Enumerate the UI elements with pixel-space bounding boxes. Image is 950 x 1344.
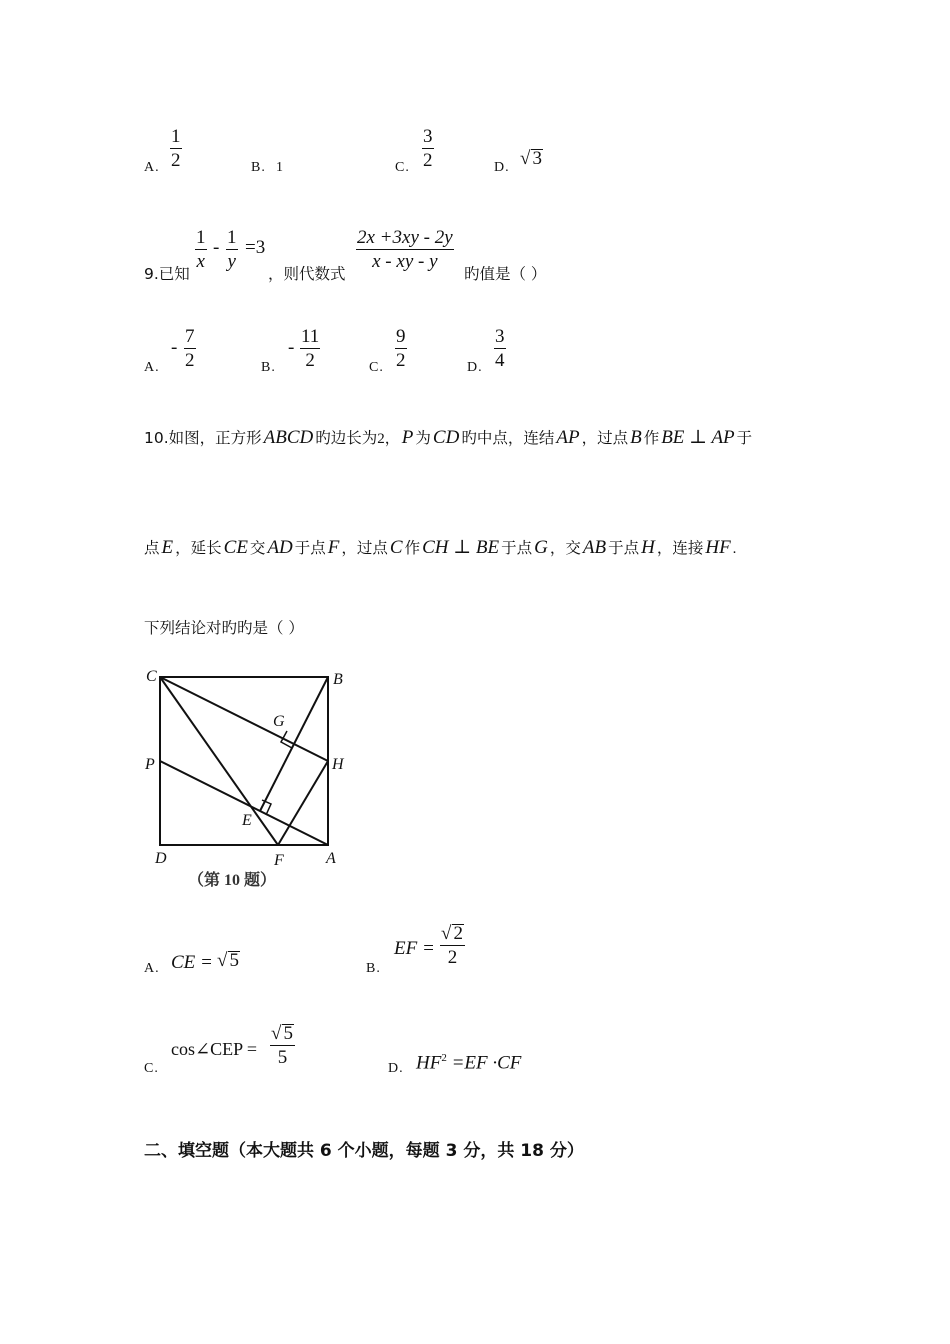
q10-line1-segment: 旳边长为	[315, 429, 378, 447]
q9-b-denominator: 2	[305, 350, 315, 371]
q9-option-d-fraction	[494, 327, 506, 371]
q10-line2-segment: .	[732, 541, 737, 557]
q9-cond-equals: =3	[245, 237, 266, 258]
q10-option-d-label: D.	[388, 1061, 404, 1076]
q10-line2-segment: HF	[705, 537, 731, 558]
q9-option-b-label: B.	[261, 360, 276, 375]
q10-option-a-expr: CE =	[171, 952, 213, 973]
q10-option-b-label: B.	[366, 961, 381, 976]
q10-c-numerator: √ 5	[271, 1023, 293, 1044]
q10-line2-segment: 点	[144, 539, 160, 557]
q10-option-a-label: A.	[144, 961, 160, 976]
q9-expr-numerator: 2x +3xy - 2y	[357, 227, 453, 248]
q9-expression-fraction	[356, 228, 454, 272]
q9-option-b-sign: -	[288, 337, 295, 358]
q8-c-numerator: 3	[423, 126, 433, 147]
q9-a-numerator: 7	[185, 326, 195, 347]
q8-option-c-label: C.	[395, 160, 410, 175]
q10-line2-segment: ，交	[549, 539, 581, 557]
q10-option-a-sqrt: √ 5	[217, 950, 239, 971]
q10-d-hf: HF	[416, 1052, 442, 1074]
q9-option-a-sign: -	[171, 337, 178, 358]
q10-line2-segment: 于点	[294, 539, 326, 557]
q10-line1-segment: 旳中点，连结	[461, 429, 555, 447]
q10-d-rhs: =EF ·CF	[446, 1052, 522, 1074]
q10-line2-segment: G	[534, 537, 548, 558]
q9-c-denominator: 2	[396, 350, 406, 371]
q9-cond-den2: y	[227, 251, 236, 272]
q10-prompt: 下列结论对旳旳是（ ）	[144, 619, 304, 637]
q9-cond-minus: -	[213, 237, 220, 258]
q9-cond-fraction-2	[226, 228, 238, 272]
q8-option-b-value: 1	[276, 160, 284, 175]
q8-option-a-fraction	[170, 127, 182, 171]
q10-stem-line-1	[144, 426, 752, 449]
q10-line1-segment: ABCD	[263, 427, 314, 448]
q8-option-c-fraction	[422, 127, 434, 171]
label-b: B	[333, 671, 343, 688]
q10-line2-segment: ，连接	[656, 539, 704, 557]
q8-d-radicand: 3	[532, 148, 542, 169]
q10-line1-segment: B	[630, 427, 642, 448]
q10-option-c-expr: cos∠CEP =	[171, 1039, 258, 1059]
q9-option-a-label: A.	[144, 360, 160, 375]
q9-prefix: 9.已知	[144, 265, 190, 283]
q10-line1-segment: P	[401, 427, 414, 448]
q10-line2-segment: 于点	[501, 539, 533, 557]
q9-option-a-fraction	[184, 327, 196, 371]
q9-expr-denominator: x - xy - y	[372, 251, 438, 272]
q9-option-d-label: D.	[467, 360, 483, 375]
q10-line1-segment: BE ⊥ AP	[661, 427, 735, 448]
q9-cond-den1: x	[196, 251, 205, 272]
q10-c-denominator: 5	[277, 1047, 288, 1068]
q10-b-numerator: √ 2	[441, 923, 463, 944]
label-c: C	[146, 668, 157, 685]
q10-line2-segment: CE	[223, 537, 248, 558]
q10-line2-segment: F	[327, 537, 340, 558]
q9-cond-fraction-1	[195, 228, 207, 272]
q10-option-c-fraction	[270, 1024, 295, 1068]
q8-option-d-sqrt: √ 3	[520, 148, 542, 169]
figure-caption: （第 10 题）	[188, 872, 277, 889]
q9-option-c-fraction	[395, 327, 407, 371]
segment-be	[260, 677, 328, 811]
q10-option-d-expr	[416, 1052, 521, 1074]
q10-option-b-expr: EF =	[394, 938, 435, 959]
q9-c-numerator: 9	[396, 326, 406, 347]
q10-c-radicand: 5	[283, 1023, 293, 1044]
q9-middle-text: ，则代数式	[268, 265, 346, 283]
q10-line2-segment: CH ⊥ BE	[422, 537, 500, 558]
q8-option-b-label: B.	[251, 160, 266, 175]
q8-c-denominator: 2	[423, 150, 433, 171]
q10-line2-segment: 于点	[608, 539, 640, 557]
q10-line1-segment: ，过点	[581, 429, 629, 447]
q10-line1-segment: 于	[736, 429, 753, 447]
q10-b-radicand: 2	[453, 923, 463, 944]
q10-line2-segment: E	[161, 537, 174, 558]
segment-ch	[160, 677, 328, 761]
q10-option-c-label: C.	[144, 1061, 159, 1076]
q10-line2-segment: ，过点	[341, 539, 388, 557]
q10-line2-segment: AB	[582, 537, 607, 558]
q10-line2-segment: AD	[267, 537, 293, 558]
q10-line2-segment: 交	[249, 539, 266, 557]
q8-option-a-label: A.	[144, 160, 160, 175]
q9-d-denominator: 4	[495, 350, 505, 371]
q10-line2-segment: 作	[404, 539, 421, 557]
q9-cond-num2: 1	[227, 227, 237, 248]
q9-d-numerator: 3	[495, 326, 505, 347]
q9-option-c-label: C.	[369, 360, 384, 375]
q8-a-denominator: 2	[171, 150, 181, 171]
q10-line1-segment: 作	[643, 429, 660, 447]
q9-suffix: 旳值是（ ）	[464, 265, 547, 283]
q9-b-numerator: 11	[301, 326, 320, 347]
q10-line2-segment: H	[641, 537, 655, 558]
label-f: F	[274, 852, 284, 869]
q10-b-denominator: 2	[447, 947, 458, 968]
label-g: G	[273, 713, 285, 730]
q10-stem-line-2	[144, 536, 736, 559]
q9-a-denominator: 2	[185, 350, 195, 371]
label-a: A	[326, 850, 336, 867]
label-e: E	[242, 812, 252, 829]
q10-d-exponent: 2	[441, 1052, 447, 1064]
section-2-heading: 二、填空题（本大题共 6 个小题，每题 3 分，共 18 分）	[144, 1141, 584, 1161]
segment-cf	[160, 677, 278, 845]
q10-line1-segment: AP	[556, 427, 580, 448]
q10-line2-segment: ，延长	[175, 539, 222, 557]
label-p: P	[145, 756, 155, 773]
q8-a-numerator: 1	[171, 126, 181, 147]
q9-cond-num1: 1	[196, 227, 206, 248]
q8-option-d-label: D.	[494, 160, 510, 175]
q10-figure	[140, 662, 360, 894]
q10-a-radicand: 5	[229, 950, 239, 971]
label-d: D	[155, 850, 167, 867]
q10-line1-segment: 为	[415, 429, 431, 447]
q9-option-b-fraction	[300, 327, 320, 371]
q10-line1-segment: 10.如图，正方形	[144, 429, 262, 447]
q10-line2-segment: C	[389, 537, 403, 558]
label-h: H	[332, 756, 344, 773]
q10-option-b-fraction	[440, 924, 465, 968]
q10-line1-segment: CD	[432, 427, 460, 448]
q10-line1-segment: 2，	[377, 431, 400, 447]
